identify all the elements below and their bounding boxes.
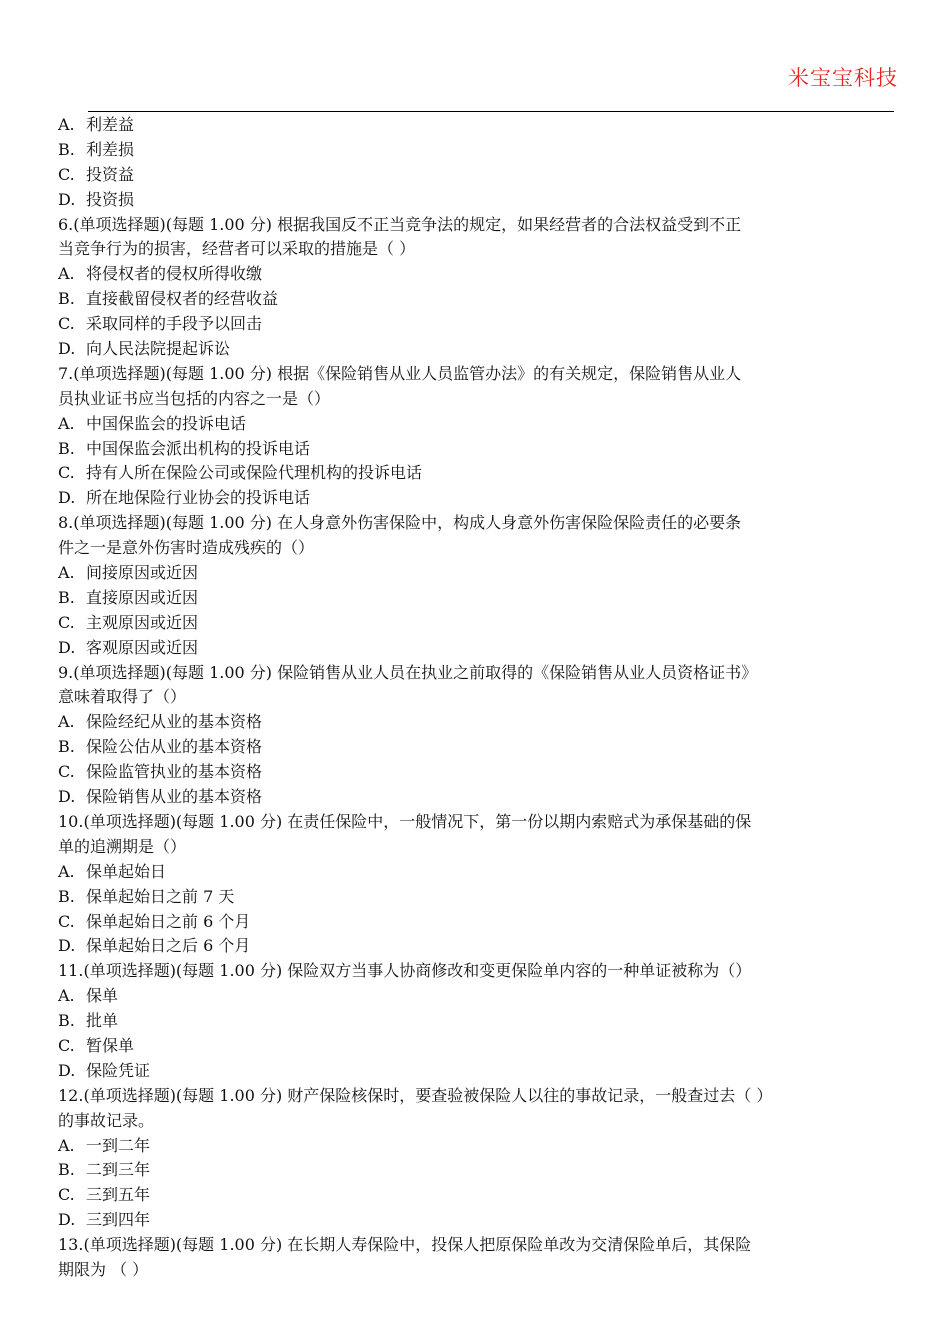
option-letter: C. [58, 164, 75, 184]
option-line [58, 785, 896, 810]
option-line [58, 735, 896, 760]
option-line [58, 910, 896, 935]
option-line [58, 934, 896, 959]
option-text: 批单 [86, 1011, 119, 1031]
option-letter: D. [58, 189, 76, 209]
previous-question-options [58, 113, 896, 213]
question-stem-line: 当竞争行为的损害，经营者可以采取的措施是（ ） [58, 239, 416, 259]
option-line [58, 561, 896, 586]
option-letter: C. [58, 612, 75, 632]
option-line [58, 710, 896, 735]
option-text: 将侵权者的侵权所得收缴 [86, 264, 263, 284]
option-text: 三到四年 [86, 1210, 151, 1230]
option-line [58, 885, 896, 910]
option-letter: B. [58, 886, 75, 906]
question-stem-line: 8.(单项选择题)(每题 1.00 分) 在人身意外伤害保险中，构成人身意外伤害保险保险责任的必要条 [58, 513, 742, 533]
option-text: 向人民法院提起诉讼 [86, 339, 231, 359]
option-letter: A. [58, 115, 75, 134]
option-text: 投资损 [86, 189, 135, 209]
option-text: 持有人所在保险公司或保险代理机构的投诉电话 [86, 463, 423, 483]
option-line [58, 262, 896, 287]
option-letter: D. [58, 637, 76, 657]
header-rule [88, 111, 894, 112]
option-text: 采取同样的手段予以回击 [86, 314, 263, 334]
question-block [58, 1233, 896, 1283]
option-text: 保单起始日 [86, 861, 167, 881]
option-line [58, 1059, 896, 1084]
option-text: 所在地保险行业协会的投诉电话 [86, 488, 311, 508]
question-block [58, 362, 896, 511]
option-line [58, 586, 896, 611]
question-stem-line: 11.(单项选择题)(每题 1.00 分) 保险双方当事人协商修改和变更保险单内容的一种单证被称为（） [58, 961, 752, 981]
option-letter: A. [58, 986, 75, 1006]
option-text: 保单起始日之后 6 个月 [86, 936, 251, 956]
question-stem-line: 13.(单项选择题)(每题 1.00 分) 在长期人寿保险中，投保人把原保险单改为交清保险单后，其保险 [58, 1235, 752, 1255]
option-letter: D. [58, 488, 76, 508]
option-letter: C. [58, 911, 75, 931]
option-letter: D. [58, 1060, 76, 1080]
option-text: 保单起始日之前 6 个月 [86, 911, 251, 931]
option-text: 保单 [86, 986, 119, 1006]
option-line [58, 486, 896, 511]
option-text: 二到三年 [86, 1160, 151, 1180]
question-stem-line: 单的追溯期是（） [58, 836, 187, 856]
option-text: 保险凭证 [86, 1060, 151, 1080]
option-letter: C. [58, 1035, 75, 1055]
option-line [58, 1183, 896, 1208]
question-stem-line: 员执业证书应当包括的内容之一是（） [58, 388, 331, 408]
option-letter: B. [58, 1160, 75, 1180]
option-text: 保险经纪从业的基本资格 [86, 712, 263, 732]
option-line [58, 113, 896, 138]
question-block [58, 959, 896, 1083]
option-letter: B. [58, 587, 75, 607]
option-text: 直接原因或近因 [86, 587, 199, 607]
option-line [58, 860, 896, 885]
document-body [58, 113, 896, 1283]
option-text: 三到五年 [86, 1185, 151, 1205]
option-text: 保险公估从业的基本资格 [86, 737, 263, 757]
brand-watermark: 米宝宝科技 [788, 66, 898, 90]
question-list [58, 213, 896, 1283]
option-letter: B. [58, 139, 75, 159]
option-letter: C. [58, 762, 75, 782]
option-text: 间接原因或近因 [86, 563, 199, 583]
option-line [58, 984, 896, 1009]
option-line [58, 337, 896, 362]
option-letter: A. [58, 413, 75, 433]
option-line [58, 188, 896, 213]
question-stem-line: 10.(单项选择题)(每题 1.00 分) 在责任保险中，一般情况下，第一份以期内索赔式为承保基础的保 [58, 811, 752, 831]
option-line [58, 461, 896, 486]
option-line [58, 611, 896, 636]
option-letter: D. [58, 339, 76, 359]
option-text: 客观原因或近因 [86, 637, 199, 657]
option-letter: B. [58, 289, 75, 309]
question-block [58, 213, 896, 362]
option-letter: A. [58, 563, 75, 583]
option-line [58, 287, 896, 312]
option-line [58, 412, 896, 437]
option-line [58, 760, 896, 785]
question-stem-line: 6.(单项选择题)(每题 1.00 分) 根据我国反不正当竞争法的规定，如果经营者的合法权益受到不正 [58, 214, 742, 234]
option-line [58, 1134, 896, 1159]
option-letter: C. [58, 1185, 75, 1205]
option-letter: B. [58, 438, 75, 458]
option-letter: C. [58, 314, 75, 334]
question-stem-line: 7.(单项选择题)(每题 1.00 分) 根据《保险销售从业人员监管办法》的有关规定，保险销售从业人 [58, 363, 742, 383]
option-letter: C. [58, 463, 75, 483]
option-line [58, 312, 896, 337]
option-text: 主观原因或近因 [86, 612, 199, 632]
option-line [58, 1208, 896, 1233]
question-stem-line: 的事故记录。 [58, 1110, 155, 1130]
question-stem-line: 件之一是意外伤害时造成残疾的（） [58, 538, 315, 558]
option-text: 一到二年 [86, 1135, 151, 1155]
option-line [58, 636, 896, 661]
option-text: 保险监管执业的基本资格 [86, 762, 263, 782]
option-text: 利差损 [86, 139, 135, 159]
option-line [58, 138, 896, 163]
option-line [58, 437, 896, 462]
question-block [58, 511, 896, 660]
option-text: 保单起始日之前 7 天 [86, 886, 235, 906]
question-stem-line: 12.(单项选择题)(每题 1.00 分) 财产保险核保时，要查验被保险人以往的事故记录，一般查过去（ ） [58, 1085, 773, 1105]
option-text: 中国保监会派出机构的投诉电话 [86, 438, 311, 458]
option-text: 保险销售从业的基本资格 [86, 787, 263, 807]
option-text: 利差益 [86, 115, 135, 134]
question-stem-line: 意味着取得了（） [58, 687, 187, 707]
option-text: 直接截留侵权者的经营收益 [86, 289, 279, 309]
option-letter: A. [58, 264, 75, 284]
option-text: 投资益 [86, 164, 135, 184]
option-letter: D. [58, 936, 76, 956]
option-letter: A. [58, 1135, 75, 1155]
option-letter: D. [58, 787, 76, 807]
option-line [58, 1034, 896, 1059]
option-letter: B. [58, 1011, 75, 1031]
option-line [58, 163, 896, 188]
question-block [58, 661, 896, 810]
option-letter: A. [58, 861, 75, 881]
question-block [58, 810, 896, 959]
question-block [58, 1084, 896, 1233]
option-line [58, 1009, 896, 1034]
option-letter: B. [58, 737, 75, 757]
option-letter: D. [58, 1210, 76, 1230]
question-stem-line: 9.(单项选择题)(每题 1.00 分) 保险销售从业人员在执业之前取得的《保险销售从业人员资格证书》 [58, 662, 758, 682]
option-letter: A. [58, 712, 75, 732]
question-stem-line: 期限为 （ ） [58, 1259, 149, 1279]
option-text: 中国保监会的投诉电话 [86, 413, 247, 433]
option-line [58, 1158, 896, 1183]
option-text: 暂保单 [86, 1035, 135, 1055]
